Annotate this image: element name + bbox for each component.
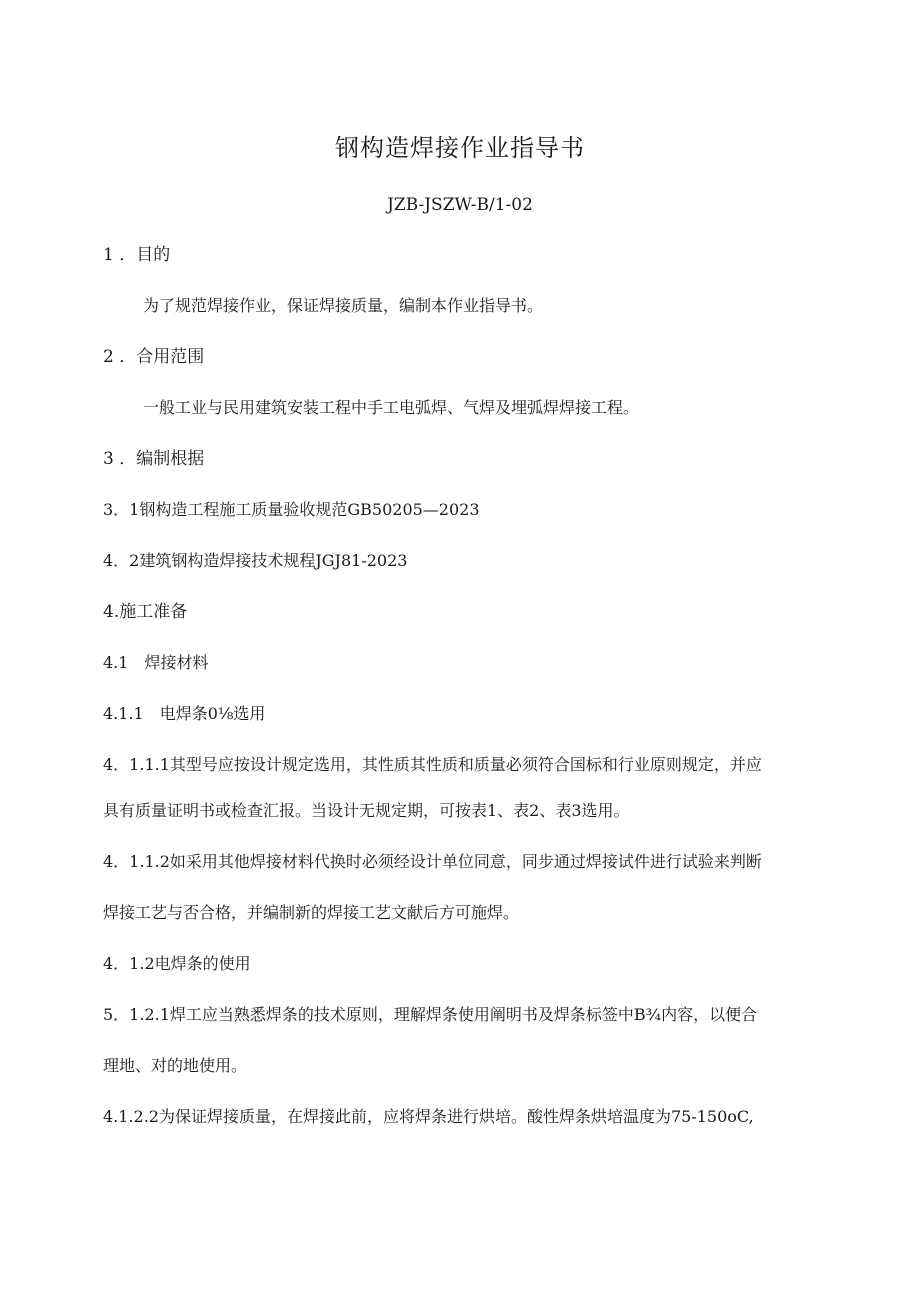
basis-item-1: 3．1钢构造工程施工质量验收规范GB50205—2023 — [103, 500, 480, 519]
section-heading-basis: 3 ．编制根据 — [103, 449, 205, 469]
paragraph-4-1-2-1-line-2: 理地、对的地使用。 — [103, 1056, 248, 1075]
section-heading-preparation: 4.施工准备 — [103, 602, 188, 622]
paragraph-4-1-1-1-line-2: 具有质量证明书或检查汇报。当设计无规定期，可按表1、表2、表3选用。 — [103, 801, 630, 820]
paragraph-4-1-2-1-line-1: 5．1.2.1焊工应当熟悉焊条的技术原则，理解焊条使用阐明书及焊条标签中B¾内容，以便合 — [103, 1005, 758, 1024]
paragraph-purpose: 为了规范焊接作业，保证焊接质量，编制本作业指导书。 — [143, 296, 544, 315]
paragraph-4-1-1-2-line-2: 焊接工艺与否合格，并编制新的焊接工艺文献后方可施焊。 — [103, 903, 520, 922]
section-heading-scope: 2 ．合用范围 — [103, 347, 205, 367]
document-title: 钢构造焊接作业指导书 — [335, 134, 585, 162]
paragraph-4-1-2-2-line-1: 4.1.2.2为保证焊接质量，在焊接此前，应将焊条进行烘培。酸性焊条烘培温度为75-150oC, — [103, 1107, 754, 1126]
paragraph-scope: 一般工业与民用建筑安装工程中手工电弧焊、气焊及埋弧焊焊接工程。 — [143, 398, 640, 417]
subsection-electrode-selection: 4.1.1 电焊条0⅛选用 — [103, 704, 266, 723]
document-code: JZB-JSZW-B/1-02 — [387, 195, 533, 215]
paragraph-4-1-1-2-line-1: 4．1.1.2如采用其他焊接材料代换时必须经设计单位同意，同步通过焊接试件进行试验来判断 — [103, 852, 762, 871]
subsection-electrode-usage: 4．1.2电焊条的使用 — [103, 954, 251, 973]
section-heading-purpose: 1 ．目的 — [103, 245, 171, 265]
subsection-welding-materials: 4.1 焊接材料 — [103, 653, 209, 672]
paragraph-4-1-1-1-line-1: 4．1.1.1其型号应按设计规定选用，其性质其性质和质量必须符合国标和行业原则规定，并应 — [103, 755, 762, 774]
basis-item-2: 4．2建筑钢构造焊接技术规程JGJ81-2023 — [103, 551, 408, 570]
